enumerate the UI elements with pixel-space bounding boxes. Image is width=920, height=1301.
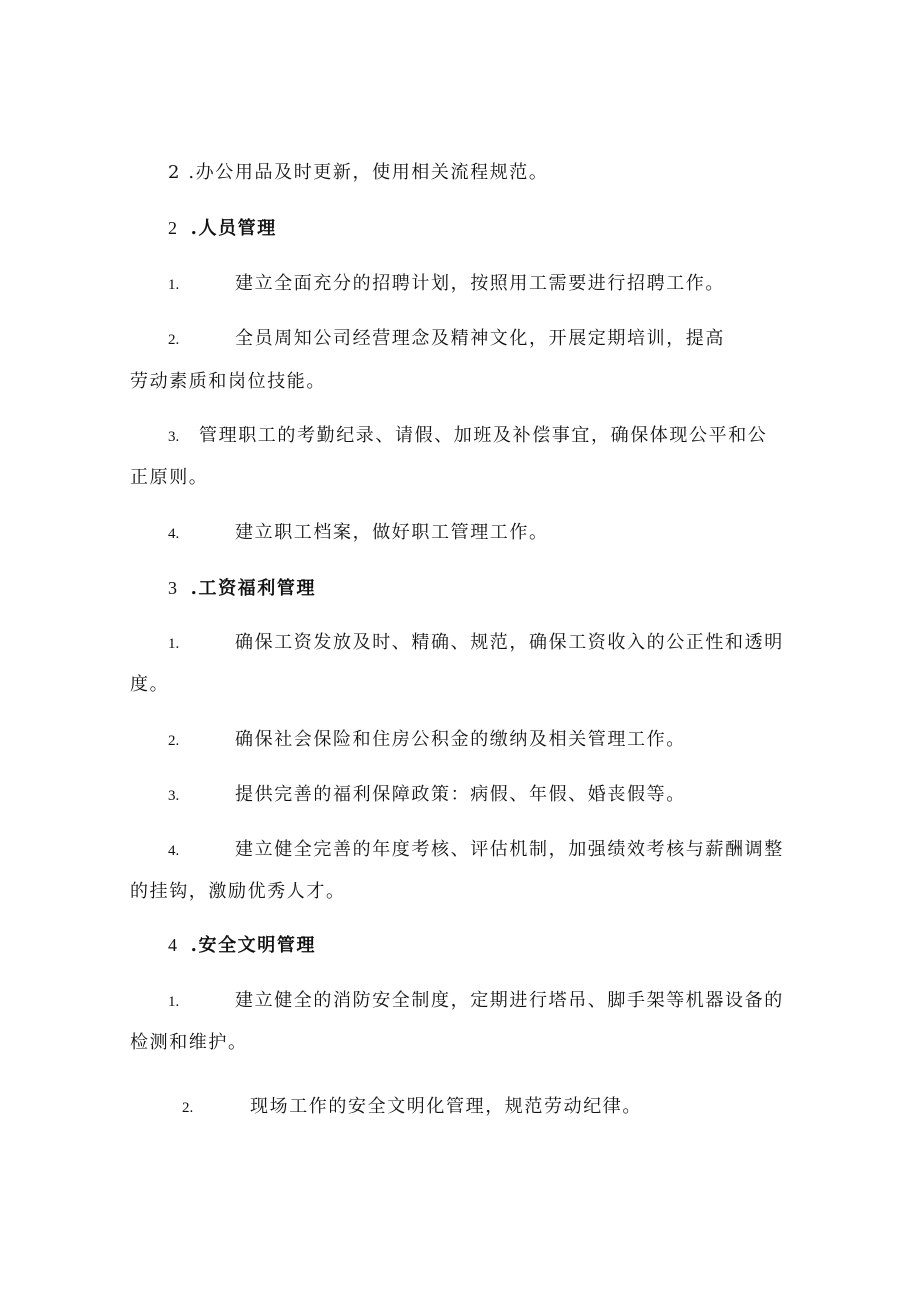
item-text-continuation: 的挂钩，激励优秀人才。 xyxy=(130,881,346,902)
item-text-continuation: 劳动素质和岗位技能。 xyxy=(130,371,326,392)
section-title: .人员管理 xyxy=(190,218,277,239)
item-text-continuation: 检测和维护。 xyxy=(130,1032,248,1053)
item-number: 2. xyxy=(168,733,180,749)
item-number: 2. xyxy=(182,1100,194,1116)
section-title: .工资福利管理 xyxy=(190,578,317,599)
section-heading-personnel xyxy=(168,216,277,241)
section-number: 2 xyxy=(168,218,179,238)
item-text: 确保工资发放及时、精确、规范，确保工资收入的公正性和透明 xyxy=(235,632,784,653)
item-text: 提供完善的福利保障政策：病假、年假、婚丧假等。 xyxy=(235,784,686,805)
section-heading-safety xyxy=(168,933,316,958)
section-number: 4 xyxy=(168,935,179,955)
item-number: 2. xyxy=(168,332,180,348)
section-title: .安全文明管理 xyxy=(190,935,317,956)
item-number: 1. xyxy=(168,277,180,293)
item-text-continuation: 正原则。 xyxy=(130,467,209,488)
item-number: 1. xyxy=(168,994,180,1010)
item-text: 现场工作的安全文明化管理，规范劳动纪律。 xyxy=(250,1096,642,1117)
item-text: 建立全面充分的招聘计划，按照用工需要进行招聘工作。 xyxy=(235,273,725,294)
item-text: 建立职工档案，做好职工管理工作。 xyxy=(235,522,549,543)
item-text: 管理职工的考勤纪录、请假、加班及补偿事宜，确保体现公平和公 xyxy=(199,425,768,446)
item-text: 全员周知公司经营理念及精神文化，开展定期培训，提高 xyxy=(235,328,725,349)
item-text-continuation: 度。 xyxy=(130,674,170,695)
item-number: 1. xyxy=(168,636,180,652)
section-number: 3 xyxy=(168,578,179,598)
item-number: 3. xyxy=(168,429,180,445)
item-number: 4. xyxy=(168,843,180,859)
item-number: 3. xyxy=(168,788,180,804)
section-heading-payroll xyxy=(168,576,316,601)
item-text: 确保社会保险和住房公积金的缴纳及相关管理工作。 xyxy=(235,729,686,750)
item-text: 建立健全完善的年度考核、评估机制，加强绩效考核与薪酬调整 xyxy=(235,839,784,860)
item-text: 建立健全的消防安全制度，定期进行塔吊、脚手架等机器设备的 xyxy=(235,990,784,1011)
intro-line: 2 .办公用品及时更新，使用相关流程规范。 xyxy=(168,162,549,183)
item-number: 4. xyxy=(168,526,180,542)
